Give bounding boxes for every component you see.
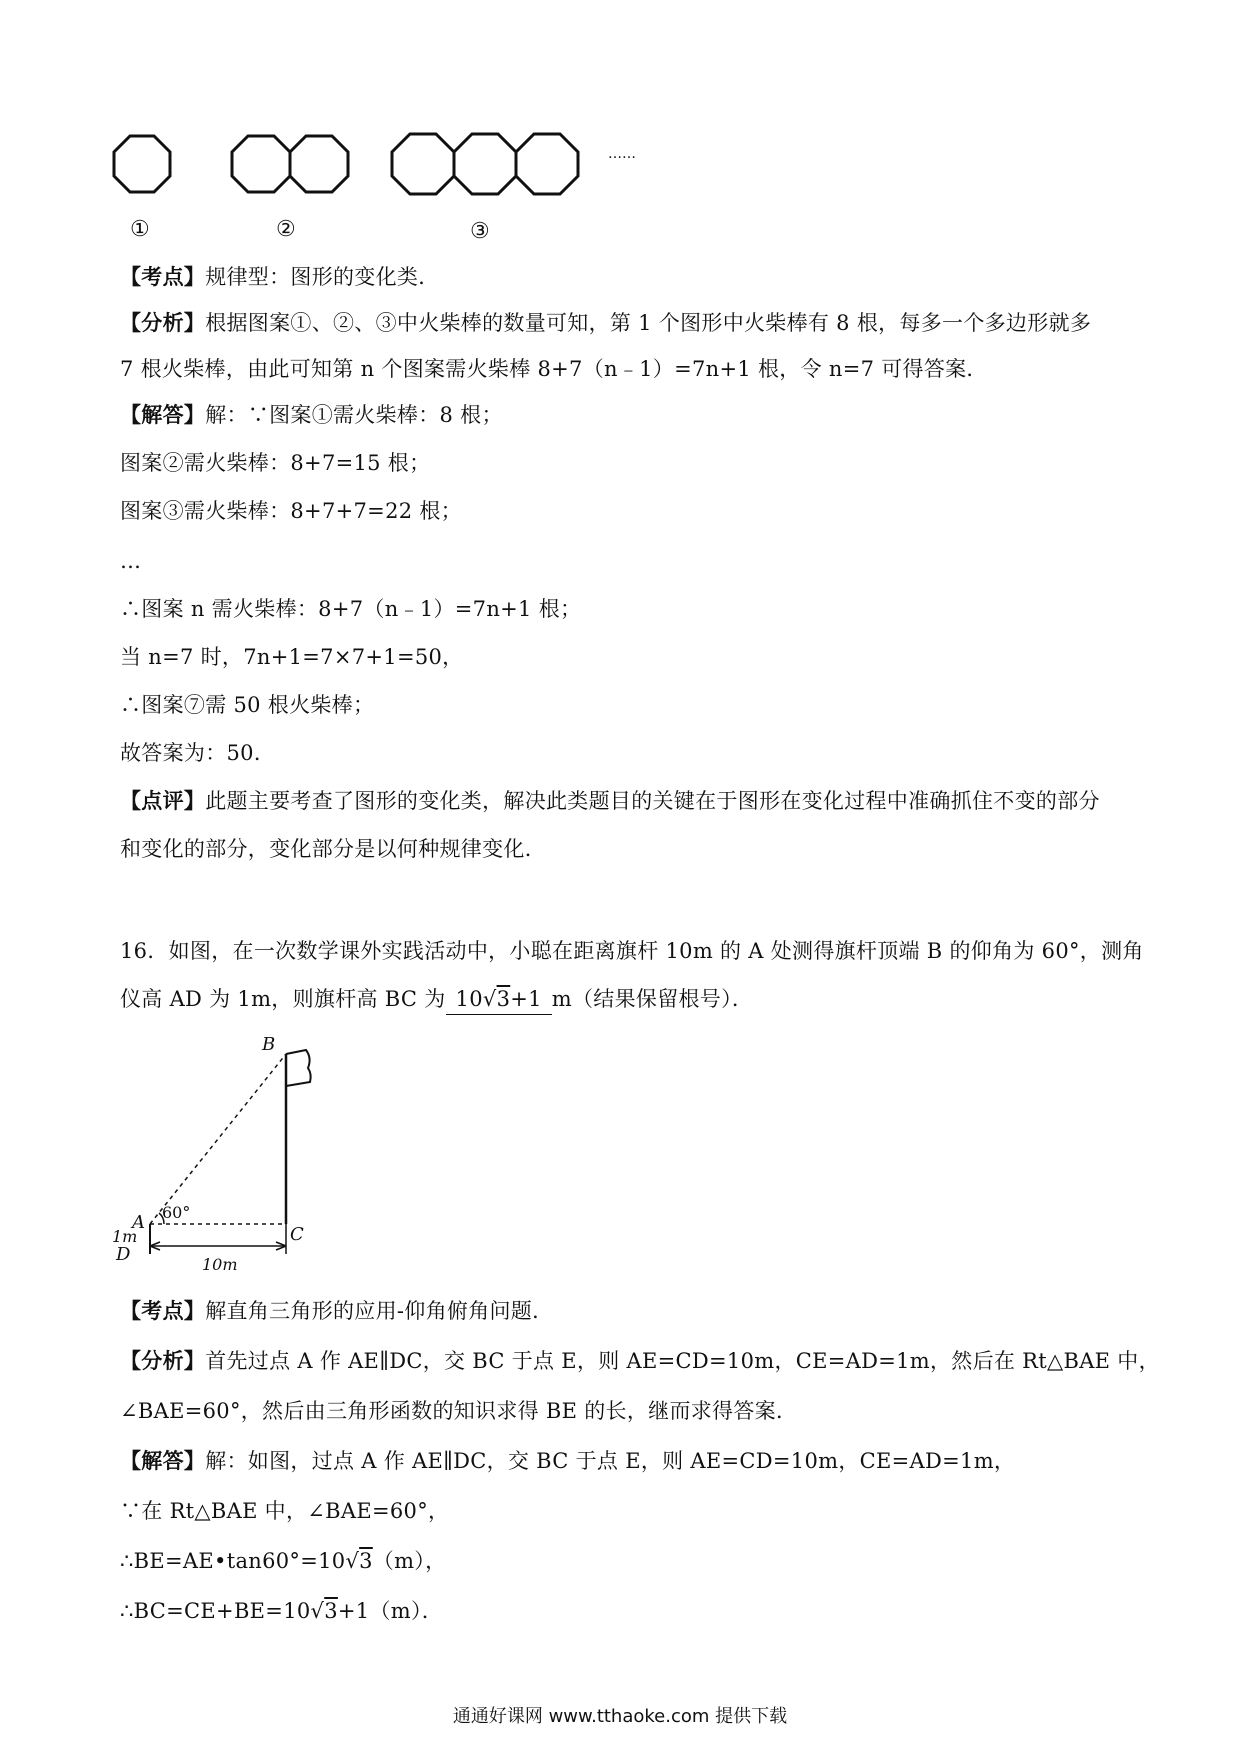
sqrt-sign: √ — [345, 1549, 360, 1573]
fenxi-text: 根据图案①、②、③中火柴棒的数量可知，第 1 个图形中火柴棒有 8 根，每多一个多边形就多 — [205, 311, 1092, 335]
q16-jieda-line1 — [120, 1446, 1015, 1476]
octagon-shape — [232, 136, 290, 192]
pattern-label: ③ — [470, 219, 490, 244]
fenxi-tag: 【分析】 — [120, 310, 206, 335]
label-b: B — [262, 1034, 276, 1055]
q15-jieda-line2: 图案②需火柴棒：8+7=15 根； — [120, 451, 431, 475]
q16-fenxi-line1 — [120, 1346, 1160, 1376]
q16-kaodian — [120, 1296, 553, 1326]
formula-part: ∴BC=CE+BE=10 — [120, 1599, 311, 1623]
flag-shape — [286, 1050, 311, 1086]
jieda-tag: 【解答】 — [120, 1448, 206, 1473]
pattern-ellipsis: …… — [608, 146, 636, 162]
q16-stem-line2 — [120, 984, 753, 1015]
label-c: C — [290, 1224, 304, 1245]
formula-part: ∴BE=AE•tan60°=10 — [120, 1549, 346, 1573]
fenxi-tag: 【分析】 — [120, 1348, 206, 1373]
pattern-label: ② — [276, 217, 296, 242]
stem-text: 仪高 AD 为 1m，则旗杆高 BC 为 — [120, 987, 446, 1011]
pattern-label: ① — [130, 217, 150, 242]
formula-unit: +1（m）． — [337, 1599, 444, 1623]
q15-jieda-line5: ∴图案 n 需火柴棒：8+7（n﹣1）=7n+1 根； — [120, 597, 582, 621]
q15-dianping-line2: 和变化的部分，变化部分是以何种规律变化． — [120, 837, 546, 861]
formula-unit: （m）， — [372, 1549, 447, 1573]
q16-jieda-line4 — [120, 1596, 443, 1626]
label-angle: 60° — [162, 1203, 191, 1222]
octagon-shape — [114, 136, 170, 192]
sqrt-sign: √ — [482, 987, 497, 1011]
fenxi-text: 首先过点 A 作 AE∥DC，交 BC 于点 E，则 AE=CD=10m，CE=AD=1m，然后在 Rt△BAE 中， — [205, 1349, 1160, 1373]
label-base: 10m — [202, 1255, 238, 1274]
label-d: D — [116, 1244, 131, 1265]
kaodian-text: 解直角三角形的应用-仰角俯角问题． — [205, 1299, 554, 1323]
kaodian-tag: 【考点】 — [120, 264, 206, 289]
octagon-shape — [516, 134, 578, 194]
q15-fenxi-line1 — [120, 308, 1091, 338]
flagpole-figure — [112, 1028, 322, 1278]
q15-dianping-line1 — [120, 786, 1100, 816]
stem-text-end: m（结果保留根号）． — [551, 987, 754, 1011]
jieda-text: 解：∵图案①需火柴棒：8 根； — [205, 403, 503, 427]
answer-radicand: 3 — [496, 987, 511, 1011]
sqrt-sign: √ — [310, 1599, 325, 1623]
answer-constant: +1 — [510, 987, 542, 1011]
radicand: 3 — [359, 1549, 373, 1573]
kaodian-text: 规律型：图形的变化类． — [205, 265, 440, 289]
octagon-shape — [454, 134, 516, 194]
q15-fenxi-line2: 7 根火柴棒，由此可知第 n 个图案需火柴棒 8+7（n﹣1）=7n+1 根，令 n=7 可得答案． — [120, 357, 988, 381]
q15-jieda-line1 — [120, 400, 503, 430]
jieda-text: 解：如图，过点 A 作 AE∥DC，交 BC 于点 E，则 AE=CD=10m，CE=AD=1m， — [205, 1449, 1016, 1473]
q15-jieda-line7: ∴图案⑦需 50 根火柴棒； — [120, 693, 375, 717]
sight-line — [150, 1054, 286, 1224]
page-footer: 通通好课网 www.tthaoke.com 提供下载 — [452, 1706, 788, 1727]
q15-jieda-line6: 当 n=7 时，7n+1=7×7+1=50， — [120, 645, 464, 669]
q15-jieda-line8: 故答案为：50． — [120, 741, 276, 765]
q16-stem-line1: 16．如图，在一次数学课外实践活动中，小聪在距离旗杆 10m 的 A 处测得旗杆顶端 B 的仰角为 60°，测角 — [120, 939, 1144, 963]
radicand: 3 — [324, 1599, 338, 1623]
answer-coefficient: 10 — [455, 987, 483, 1011]
kaodian-tag: 【考点】 — [120, 1298, 206, 1323]
q15-kaodian — [120, 262, 440, 292]
q15-jieda-line3: 图案③需火柴棒：8+7+7=22 根； — [120, 499, 462, 523]
q16-jieda-line3 — [120, 1546, 446, 1576]
octagon-shape — [290, 136, 348, 192]
octagon-pattern-figure — [112, 118, 712, 248]
answer-blank — [446, 984, 552, 1015]
octagon-shape — [392, 134, 454, 194]
dianping-tag: 【点评】 — [120, 788, 206, 813]
q16-jieda-line2: ∵在 Rt△BAE 中，∠BAE=60°， — [120, 1499, 450, 1523]
label-a: A — [132, 1212, 145, 1233]
dianping-text: 此题主要考查了图形的变化类，解决此类题目的关键在于图形在变化过程中准确抓住不变的部分 — [205, 789, 1100, 813]
jieda-tag: 【解答】 — [120, 402, 206, 427]
q16-fenxi-line2: ∠BAE=60°，然后由三角形函数的知识求得 BE 的长，继而求得答案． — [120, 1399, 798, 1423]
label-height: 1m — [112, 1227, 138, 1246]
q15-jieda-line4: … — [120, 549, 142, 573]
